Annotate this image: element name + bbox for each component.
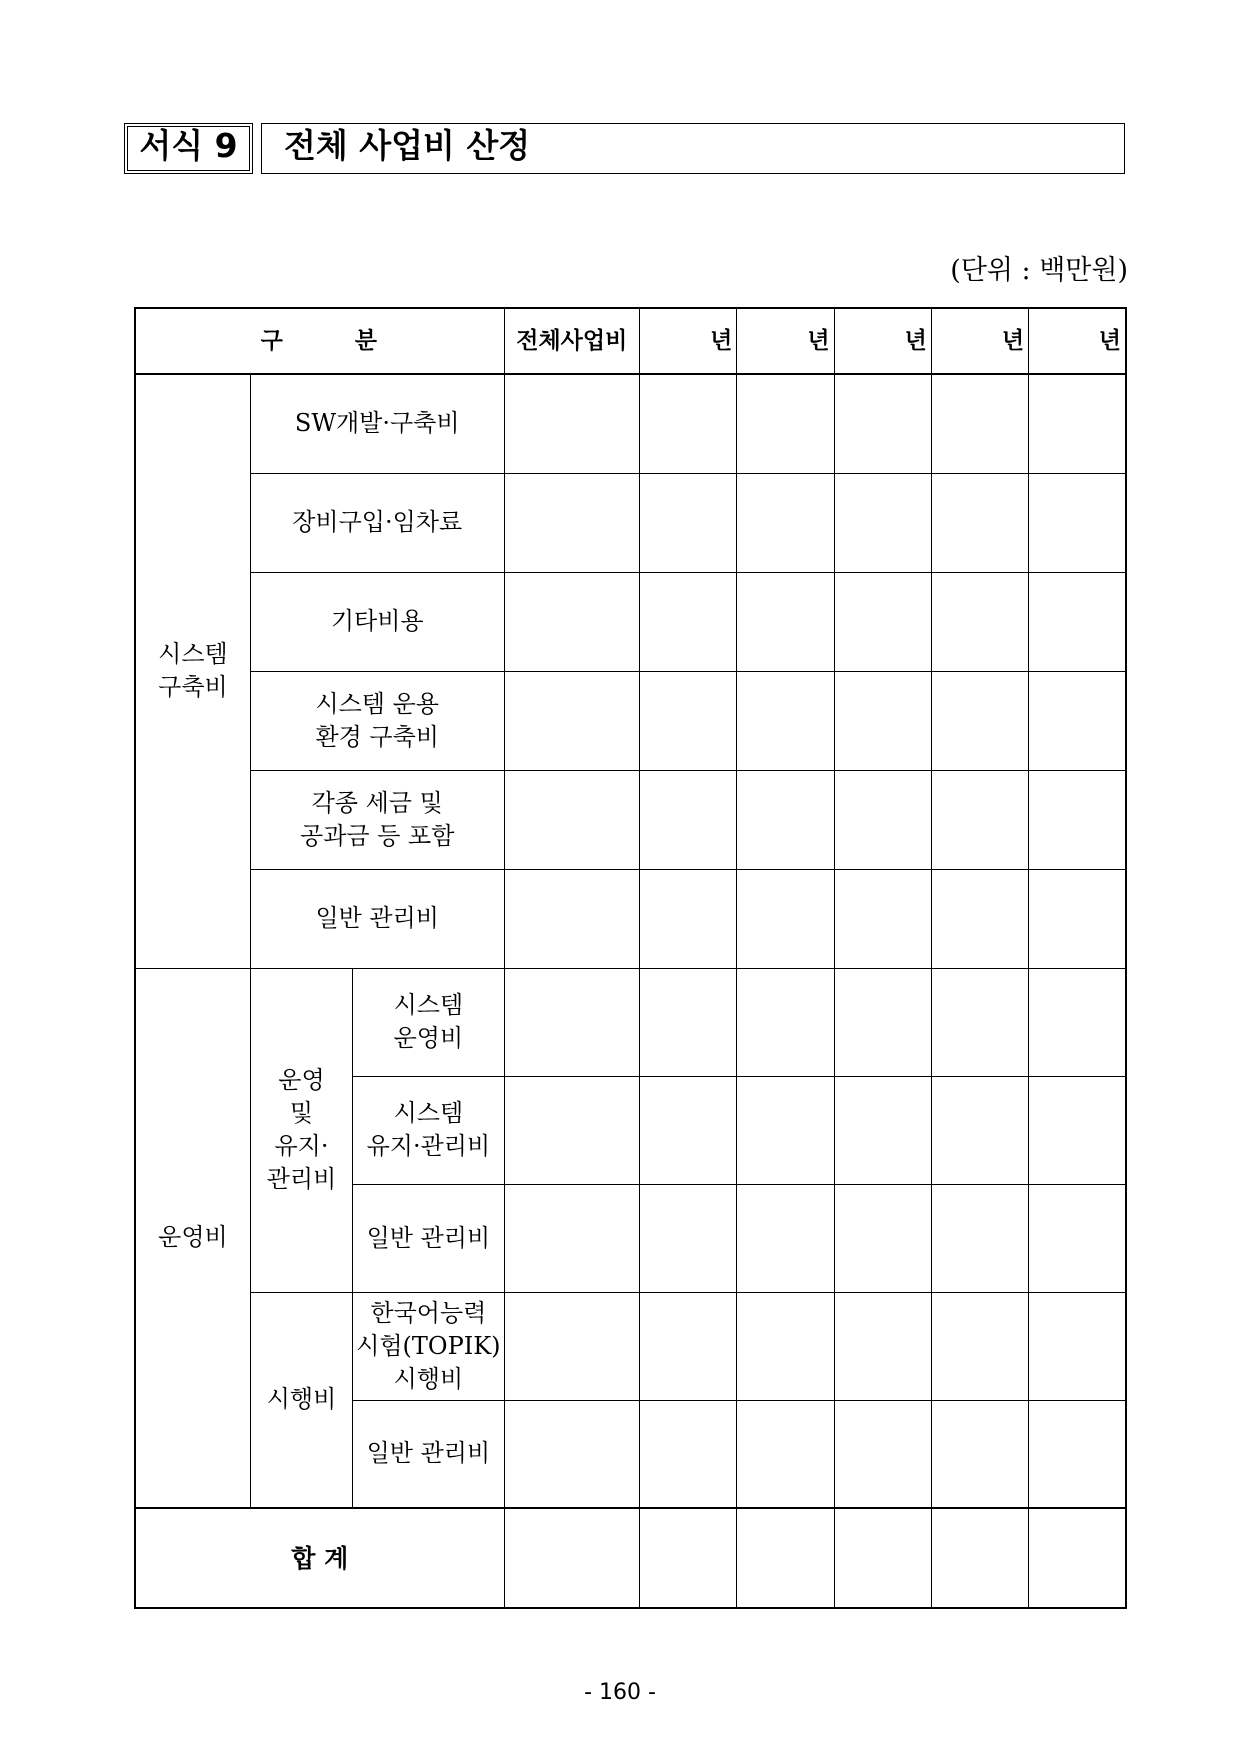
year-cell[interactable]	[737, 869, 834, 968]
year-cell[interactable]	[1029, 1508, 1126, 1608]
system-group-label: 시스템 구축비	[135, 374, 250, 968]
year-cell[interactable]	[737, 968, 834, 1076]
total-cell[interactable]	[504, 1292, 639, 1400]
year-cell[interactable]	[640, 671, 737, 770]
year-cell[interactable]	[931, 473, 1028, 572]
system-item-label: 시스템 운용 환경 구축비	[250, 671, 504, 770]
year-cell[interactable]	[931, 1292, 1028, 1400]
year-cell[interactable]	[931, 1508, 1028, 1608]
total-label: 합 계	[135, 1508, 504, 1608]
year-cell[interactable]	[834, 374, 931, 473]
year-cell[interactable]	[640, 1400, 737, 1508]
year-cell[interactable]	[737, 374, 834, 473]
total-row	[135, 1508, 1126, 1608]
total-cell[interactable]	[504, 968, 639, 1076]
year-cell[interactable]	[737, 1400, 834, 1508]
exam-subgroup-label: 시행비	[250, 1292, 352, 1508]
header-year-3: 년	[834, 308, 931, 374]
year-cell[interactable]	[1029, 1184, 1126, 1292]
year-cell[interactable]	[1029, 572, 1126, 671]
total-cell[interactable]	[504, 572, 639, 671]
year-cell[interactable]	[640, 1184, 737, 1292]
year-cell[interactable]	[834, 869, 931, 968]
total-cell[interactable]	[504, 374, 639, 473]
table-row	[135, 869, 1126, 968]
year-cell[interactable]	[640, 1292, 737, 1400]
year-cell[interactable]	[737, 1292, 834, 1400]
total-cell[interactable]	[504, 1184, 639, 1292]
year-cell[interactable]	[1029, 1400, 1126, 1508]
budget-table	[134, 307, 1127, 1609]
table-row	[135, 1292, 1126, 1400]
header-year-1: 년	[640, 308, 737, 374]
year-cell[interactable]	[640, 374, 737, 473]
total-cell[interactable]	[504, 1508, 639, 1608]
year-cell[interactable]	[834, 671, 931, 770]
maintenance-item-label: 일반 관리비	[353, 1184, 504, 1292]
year-cell[interactable]	[931, 869, 1028, 968]
year-cell[interactable]	[640, 869, 737, 968]
year-cell[interactable]	[931, 374, 1028, 473]
year-cell[interactable]	[640, 770, 737, 869]
header-category: 구 분	[135, 308, 504, 374]
year-cell[interactable]	[834, 473, 931, 572]
total-cell[interactable]	[504, 869, 639, 968]
exam-item-label: 일반 관리비	[353, 1400, 504, 1508]
total-cell[interactable]	[504, 1400, 639, 1508]
header-year-2: 년	[737, 308, 834, 374]
header-year-5: 년	[1029, 308, 1126, 374]
year-cell[interactable]	[834, 968, 931, 1076]
table-row	[135, 770, 1126, 869]
year-cell[interactable]	[1029, 473, 1126, 572]
system-item-label: 일반 관리비	[250, 869, 504, 968]
system-item-label: 각종 세금 및 공과금 등 포함	[250, 770, 504, 869]
year-cell[interactable]	[931, 968, 1028, 1076]
year-cell[interactable]	[834, 1076, 931, 1184]
form-number: 서식 9	[139, 126, 238, 165]
year-cell[interactable]	[1029, 968, 1126, 1076]
maintenance-item-label: 시스템 운영비	[353, 968, 504, 1076]
year-cell[interactable]	[931, 1076, 1028, 1184]
year-cell[interactable]	[737, 1184, 834, 1292]
year-cell[interactable]	[834, 770, 931, 869]
total-cell[interactable]	[504, 1076, 639, 1184]
year-cell[interactable]	[640, 473, 737, 572]
year-cell[interactable]	[737, 1508, 834, 1608]
year-cell[interactable]	[1029, 869, 1126, 968]
year-cell[interactable]	[931, 1400, 1028, 1508]
table-row	[135, 671, 1126, 770]
year-cell[interactable]	[640, 968, 737, 1076]
page-number: - 160 -	[584, 1680, 656, 1705]
year-cell[interactable]	[834, 1400, 931, 1508]
operation-group-label: 운영비	[135, 968, 250, 1508]
maintenance-subgroup-label: 운영 및 유지· 관리비	[250, 968, 352, 1292]
year-cell[interactable]	[1029, 1076, 1126, 1184]
year-cell[interactable]	[834, 1184, 931, 1292]
form-number-box	[124, 123, 253, 174]
year-cell[interactable]	[931, 572, 1028, 671]
header-total: 전체사업비	[504, 308, 639, 374]
year-cell[interactable]	[1029, 671, 1126, 770]
year-cell[interactable]	[1029, 1292, 1126, 1400]
year-cell[interactable]	[1029, 770, 1126, 869]
table-row	[135, 572, 1126, 671]
year-cell[interactable]	[834, 1292, 931, 1400]
total-cell[interactable]	[504, 671, 639, 770]
year-cell[interactable]	[640, 572, 737, 671]
header-row	[135, 308, 1126, 374]
year-cell[interactable]	[737, 770, 834, 869]
year-cell[interactable]	[931, 671, 1028, 770]
total-cell[interactable]	[504, 770, 639, 869]
year-cell[interactable]	[737, 473, 834, 572]
maintenance-item-label: 시스템 유지·관리비	[353, 1076, 504, 1184]
table-row	[135, 968, 1126, 1076]
unit-note: (단위 : 백만원)	[950, 255, 1128, 286]
total-cell[interactable]	[504, 473, 639, 572]
year-cell[interactable]	[834, 572, 931, 671]
year-cell[interactable]	[834, 1508, 931, 1608]
year-cell[interactable]	[737, 1076, 834, 1184]
year-cell[interactable]	[640, 1076, 737, 1184]
exam-item-label: 한국어능력 시험(TOPIK) 시행비	[353, 1292, 504, 1400]
system-item-label: 장비구입·임차료	[250, 473, 504, 572]
year-cell[interactable]	[931, 1184, 1028, 1292]
system-item-label: SW개발·구축비	[250, 374, 504, 473]
header-year-4: 년	[931, 308, 1028, 374]
year-cell[interactable]	[931, 770, 1028, 869]
system-item-label: 기타비용	[250, 572, 504, 671]
year-cell[interactable]	[1029, 374, 1126, 473]
year-cell[interactable]	[737, 572, 834, 671]
form-title: 전체 사업비 산정	[261, 123, 1125, 174]
year-cell[interactable]	[640, 1508, 737, 1608]
table-row	[135, 473, 1126, 572]
year-cell[interactable]	[737, 671, 834, 770]
table-row	[135, 374, 1126, 473]
